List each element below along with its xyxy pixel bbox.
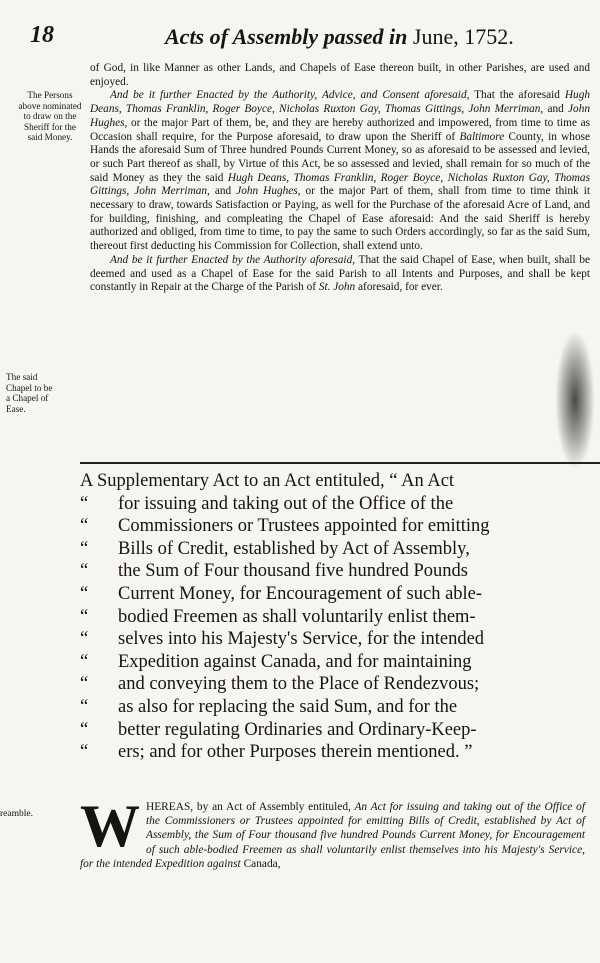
quote-mark: “: [80, 516, 89, 537]
enacting-clause: And be it further Enacted by the Authority aforesaid,: [110, 253, 356, 266]
text-run: aforesaid, for ever.: [355, 281, 443, 294]
quote-mark: “: [80, 538, 89, 559]
title-line: [80, 583, 580, 606]
side-note-persons: The Persons above nominated to draw on the Sheriff for the said Money.: [18, 90, 82, 142]
quote-mark: “: [80, 606, 89, 627]
paragraph-1: of God, in like Manner as other Lands, and Chapels of Ease thereon built, in other Parishes, are used and enjoyed.: [90, 62, 590, 88]
title-line-text: and conveying them to the Place of Rendezvous;: [118, 674, 480, 695]
side-note-preamble: reamble.: [0, 809, 33, 819]
supplementary-act-title: [80, 470, 580, 764]
title-line-text: ers; and for other Purposes therein mentioned. ”: [118, 742, 473, 763]
running-title: [165, 24, 514, 50]
title-line-text: for issuing and taking out of the Office of the: [118, 493, 454, 514]
title-line: [80, 606, 580, 629]
names-run: Hugh Deans, Thomas Franklin, Roger Boyce, Nicholas Ruxton Gay, Thomas Gittings, John Merriman,: [90, 89, 590, 116]
quote-mark: “: [80, 493, 89, 514]
county-name: Baltimore: [459, 130, 505, 143]
quote-mark: “: [80, 629, 89, 650]
paragraph-2: [90, 89, 590, 253]
top-section: [0, 62, 600, 462]
whereas-paragraph: [80, 793, 585, 871]
drop-cap: W: [80, 793, 140, 859]
title-line-text: the Sum of Four thousand five hundred Pounds: [118, 561, 468, 582]
title-line-text: Current Money, for Encouragement of such able-: [118, 583, 483, 604]
title-line-text: Bills of Credit, established by Act of Assembly,: [118, 538, 470, 559]
title-line: [80, 515, 580, 538]
title-line: [80, 741, 580, 764]
text-run: That the said Chapel of Ease, when built, shall be deemed and used as a Chapel of Ease for the said Parish to all Intents and Purposes, and shall be kept constantly in Repair at the Charge of the Parish of: [90, 253, 591, 294]
page-header: [0, 14, 600, 54]
whereas-text: [80, 793, 585, 871]
page-number: 18: [30, 22, 54, 48]
enacting-clause: And be it further Enacted by the Authority, Advice, and Consent aforesaid,: [110, 89, 470, 102]
paragraph-3: [90, 254, 590, 295]
text-run: That the aforesaid: [469, 89, 565, 102]
top-body-text: [90, 62, 590, 295]
quote-mark: “: [80, 696, 89, 717]
title-line: [80, 696, 580, 719]
quote-mark: “: [80, 561, 89, 582]
whereas-tail: Canada,: [240, 857, 281, 870]
names-run: John Hughes,: [236, 185, 301, 198]
text-run: and: [543, 103, 569, 116]
names-run: John Hughes,: [90, 103, 591, 129]
quote-mark: “: [80, 583, 89, 604]
title-line: [80, 560, 580, 583]
whereas-act-title: An Act for issuing and taking out of the Office of the Commissioners or Trustees appointed for emitting Bills of Credit, established by Act of Assembly, the Sum of Four thousand five hundred Pounds Current Money, for Encouragement of such able-bodied Freemen as shall voluntarily enlist themselves into his Majesty's Service, for the intended Expedition against: [80, 801, 585, 870]
section-rule: [80, 462, 600, 464]
title-line-text: bodied Freemen as shall voluntarily enlist them-: [118, 606, 476, 627]
title-line-text: selves into his Majesty's Service, for the intended: [118, 629, 485, 650]
title-line-text: as also for replacing the said Sum, and for the: [118, 696, 458, 717]
running-title-date: June, 1752.: [407, 24, 514, 49]
text-run: County, in whose Hands the aforesaid Sum of Three hundred Pounds Current Money, so as aforesaid to be assessed and levied, or such Part thereof as shall, by Virtue of this Act, be so assessed and levied, shall remain for so much of the said Money as they the said: [90, 130, 590, 184]
title-line-text: better regulating Ordinaries and Ordinary-Keep-: [118, 719, 477, 740]
text-run: and: [209, 185, 237, 198]
side-note-chapel: The said Chapel to be a Chapel of Ease.: [6, 372, 53, 414]
title-line: [80, 628, 580, 651]
quote-mark: “: [80, 651, 89, 672]
title-line-text: Commissioners or Trustees appointed for emitting: [118, 516, 490, 537]
title-line: [80, 673, 580, 696]
parish-name: St. John: [318, 281, 356, 294]
text-run: or the major Part of them, be, and they are hereby authorized and impowered, from time to time as Occasion shall require, for the Purpose aforesaid, to draw upon the Sheriff of: [90, 116, 590, 143]
title-line: [80, 493, 580, 516]
quote-mark: “: [80, 719, 89, 740]
title-line: [80, 719, 580, 742]
quote-mark: “: [80, 742, 89, 763]
title-line: [80, 538, 580, 561]
title-line-text: Expedition against Canada, and for maintaining: [118, 651, 472, 672]
names-run: Hugh Deans, Thomas Franklin, Roger Boyce, Nicholas Ruxton Gay, Thomas Gittings, John Merriman,: [90, 171, 590, 198]
text-run: or the major Part of them, shall from time to time think it necessary to draw, towards Satisfaction or Paying, as well for the Purchase of the aforesaid Acre of Land, and for building, finishing, and compleating the Chapel of Ease aforesaid: And the said Sheriff is hereby authorized and obliged, from time to time, to pay the same to such Orders accordingly, so far as the said Sum, thereout first deducting his Commission for Collection, shall extend unto.: [90, 185, 590, 253]
whereas-lead: HEREAS, by an Act of Assembly entituled,: [146, 801, 351, 813]
running-title-italic: Acts of Assembly passed in: [165, 24, 408, 49]
quote-mark: “: [80, 674, 89, 695]
title-line: [80, 651, 580, 674]
title-line: A Supplementary Act to an Act entituled, “ An Act: [80, 471, 455, 491]
ink-stain: [555, 330, 595, 470]
